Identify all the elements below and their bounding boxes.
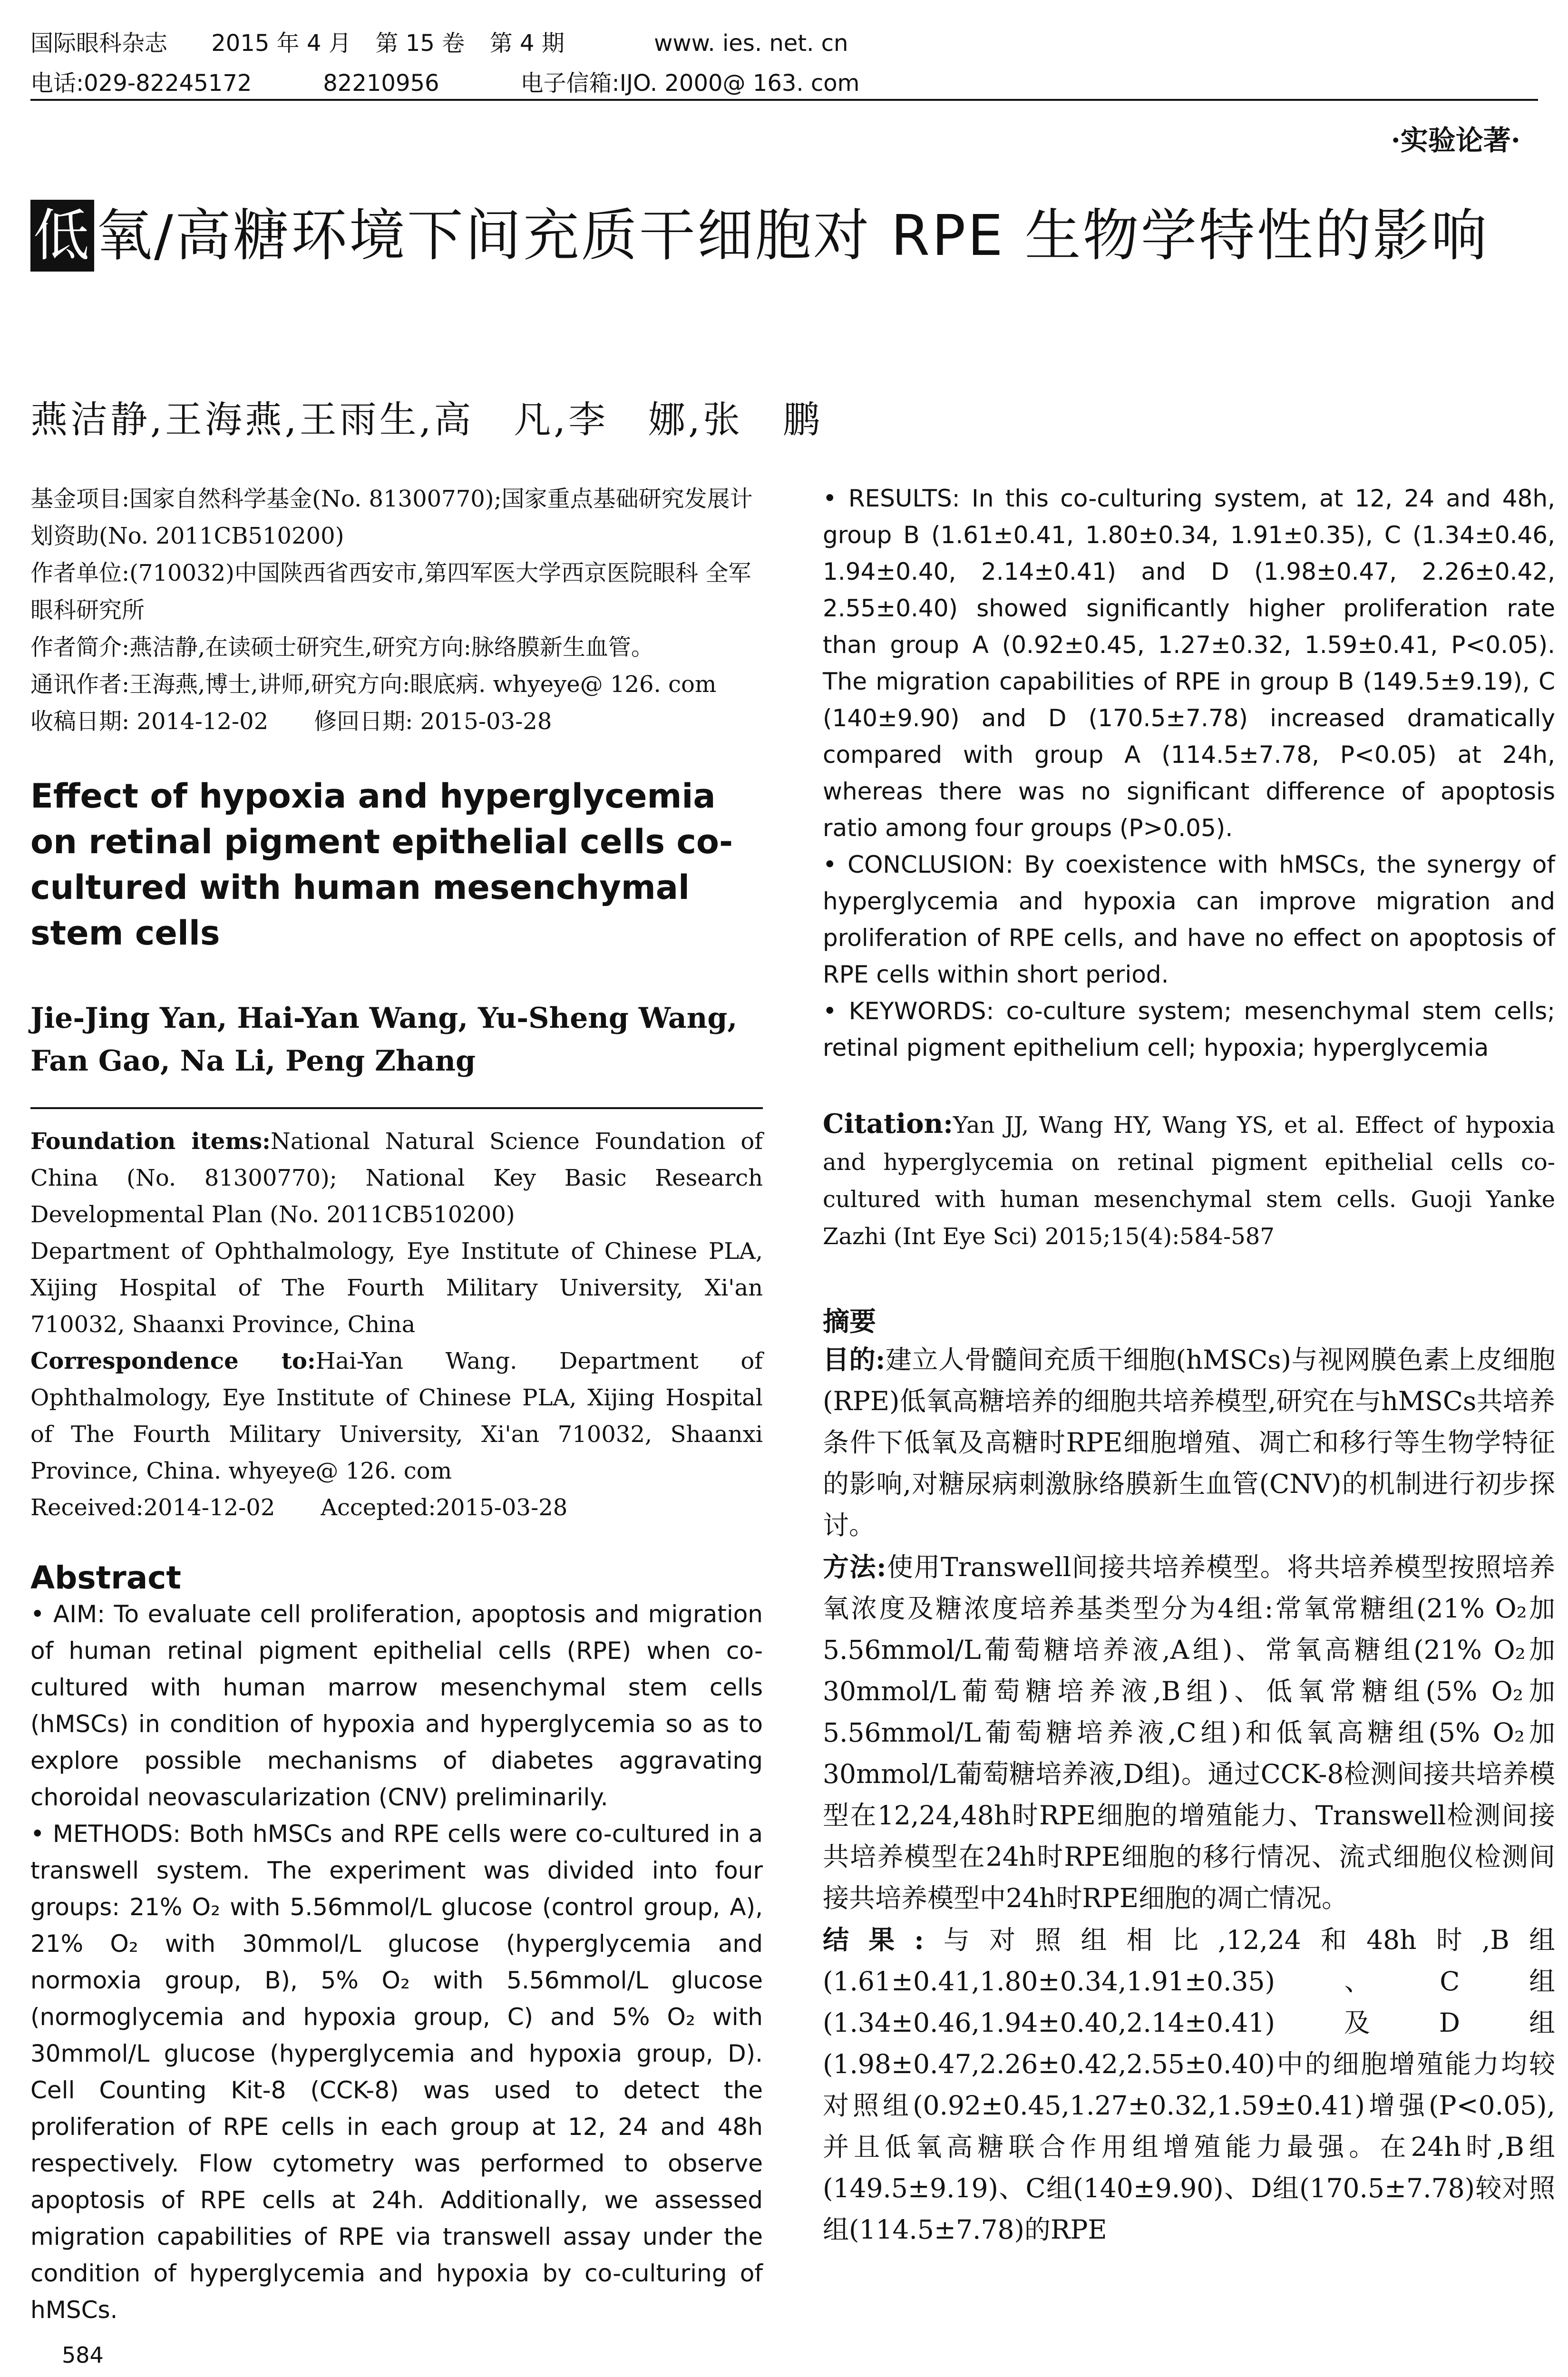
cn-correspondence: 通讯作者:王海燕,博士,讲师,研究方向:眼底病. whyeye@ 126. com — [30, 671, 717, 698]
citation-text: Yan JJ, Wang HY, Wang YS, et al. Effect of hypoxia and hyperglycemia on retinal pigment epithelial cells co-cultured with human mesenchymal stem cells. Guoji Yanke Zazhi (Int Eye Sci) 2015;15(4):584-587 — [823, 1112, 1555, 1250]
cn-abstract-heading: 摘要 — [823, 1306, 876, 1337]
en-department: Department of Ophthalmology, Eye Institute of Chinese PLA, Xijing Hospital of The Fourth Military University, Xi'an 710032, Shaanxi Province, China — [30, 1238, 763, 1338]
header-rule — [30, 99, 1538, 101]
citation — [823, 1105, 1555, 1255]
right-column — [823, 480, 1555, 2250]
cn-abstract-methods — [823, 1546, 1555, 1919]
cn-author-intro: 作者简介:燕洁静,在读硕士研究生,研究方向:脉络膜新生血管。 — [30, 634, 654, 661]
journal-phone-2: 82210956 — [323, 70, 439, 97]
cn-dates: 收稿日期: 2014-12-02 修回日期: 2015-03-28 — [30, 708, 552, 735]
left-column — [30, 480, 763, 2328]
cn-abstract-results — [823, 1919, 1555, 2250]
cn-foundation: 基金项目:国家自然科学基金(No. 81300770);国家重点基础研究发展计划资助(No. 2011CB510200) — [30, 486, 753, 549]
abstract-left — [30, 1596, 763, 2328]
cn-methods-label: 方法: — [823, 1551, 886, 1582]
abstract-heading: Abstract — [30, 1559, 181, 1596]
journal-email[interactable]: 电子信箱:IJO. 2000@ 163. com — [520, 70, 860, 97]
foundation-text: National Natural Science Foundation of China (No. 81300770); National Key Basic Research Developmental Plan (No. 2011CB510200) — [30, 1128, 763, 1228]
issue: 第 4 期 — [489, 30, 565, 57]
authors-rule — [30, 1107, 763, 1109]
authors-en: Jie-Jing Yan, Hai-Yan Wang, Yu-Sheng Wang, Fan Gao, Na Li, Peng Zhang — [30, 1002, 738, 1078]
title-first-character: 低 — [30, 200, 94, 272]
en-correspondence — [30, 1343, 763, 1490]
en-dates: Received:2014-12-02 Accepted:2015-03-28 — [30, 1494, 568, 1521]
cn-abstract-aim — [823, 1339, 1555, 1546]
correspondence-label: Correspondence to: — [30, 1348, 316, 1374]
article-title-cn — [30, 200, 1538, 272]
journal-website[interactable]: www. ies. net. cn — [654, 30, 848, 57]
running-header-line-2 — [30, 65, 859, 97]
abstract-methods: • METHODS: Both hMSCs and RPE cells were co-cultured in a transwell system. The experiment was divided into four groups: 21% O₂ with 5.56mmol/L glucose (control group, A), 21% O₂ with 30mmol/L glucose (hyperglycemia and normoxia group, B), 5% O₂ with 5.56mmol/L glucose (normoglycemia and hypoxia group, C) and 5% O₂ with 30mmol/L glucose (hyperglycemia and hypoxia group, D). Cell Counting Kit-8 (CCK-8) was used to detect the proliferation of RPE cells in each group at 12, 24 and 48h respectively. Flow cytometry was performed to observe apoptosis of RPE cells at 24h. Additionally, we assessed migration capabilities of RPE via transwell assay under the condition of hyperglycemia and hypoxia by co-culturing of hMSCs. — [30, 1820, 763, 2324]
authors-cn: 燕洁静,王海燕,王雨生,高 凡,李 娜,张 鹏 — [30, 399, 823, 441]
citation-label: Citation: — [823, 1108, 953, 1140]
abstract-conclusion: • CONCLUSION: By coexistence with hMSCs, the synergy of hyperglycemia and hypoxia can improve migration and proliferation of RPE cells, and have no effect on apoptosis of RPE cells within short period. — [823, 851, 1555, 988]
foundation-label: Foundation items: — [30, 1128, 271, 1155]
cn-affiliation: 作者单位:(710032)中国陕西省西安市,第四军医大学西京医院眼科 全军眼科研究所 — [30, 560, 751, 623]
page-number: 584 — [62, 2342, 104, 2368]
journal-phone: 电话:029-82245172 — [30, 70, 252, 97]
running-header-line-1 — [30, 25, 848, 58]
cn-aim-label: 目的: — [823, 1344, 886, 1375]
en-foundation — [30, 1123, 763, 1233]
issue-date: 2015 年 4 月 — [211, 30, 351, 57]
cn-aim-text: 建立人骨髓间充质干细胞(hMSCs)与视网膜色素上皮细胞(RPE)低氧高糖培养的细胞共培养模型,研究在与hMSCs共培养条件下低氧及高糖时RPE细胞增殖、凋亡和移行等生物学特征的影响,对糖尿病刺激脉络膜新生血管(CNV)的机制进行初步探讨。 — [823, 1344, 1555, 1540]
cn-results-label: 结果: — [823, 1924, 924, 1955]
cn-results-text: 与对照组相比,12,24和48h时,B组(1.61±0.41,1.80±0.34,1.91±0.35)、C组(1.34±0.46,1.94±0.40,2.14±0.41)及D组(1.98±0.47,2.26±0.42,2.55±0.40)中的细胞增殖能力均较对照组(0.92±0.45,1.27±0.32,1.59±0.41)增强(P<0.05),并且低氧高糖联合作用组增殖能力最强。在24h时,B组(149.5±9.19)、C组(140±9.90)、D组(170.5±7.78)较对照组(114.5±7.78)的RPE — [823, 1925, 1555, 2245]
correspondence-text: Hai-Yan Wang. Department of Ophthalmology, Eye Institute of Chinese PLA, Xijing Hospital of The Fourth Military University, Xi'an 710032, Shaanxi Province, China. whyeye@ 126. com — [30, 1348, 763, 1484]
journal-name: 国际眼科杂志 — [30, 30, 168, 57]
abstract-aim: • AIM: To evaluate cell proliferation, apoptosis and migration of human retinal pigment epithelial cells (RPE) when co-cultured with human marrow mesenchymal stem cells (hMSCs) in condition of hypoxia and hyperglycemia so as to explore possible mechanisms of diabetes aggravating choroidal neovascularization (CNV) preliminarily. — [30, 1600, 763, 1811]
volume: 第 15 卷 — [375, 30, 465, 57]
abstract-results: • RESULTS: In this co-culturing system, at 12, 24 and 48h, group B (1.61±0.41, 1.80±0.34, 1.91±0.35), C (1.34±0.46, 1.94±0.40, 2.14±0.41) and D (1.98±0.47, 2.26±0.42, 2.55±0.40) showed significantly higher proliferation rate than group A (0.92±0.45, 1.27±0.32, 1.59±0.41, P<0.05). The migration capabilities of RPE in group B (149.5±9.19), C (140±9.90) and D (170.5±7.78) increased dramatically compared with group A (114.5±7.78, P<0.05) at 24h, whereas there was no significant difference of apoptosis ratio among four groups (P>0.05). — [823, 485, 1555, 842]
section-label: ·实验论著· — [1391, 124, 1520, 156]
cn-article-info — [30, 480, 763, 740]
article-title-en: Effect of hypoxia and hyperglycemia on retinal pigment epithelial cells co-cultured with human mesenchymal stem cells — [30, 777, 733, 953]
abstract-keywords: • KEYWORDS: co-culture system; mesenchymal stem cells; retinal pigment epithelium cell; hypoxia; hyperglycemia — [823, 997, 1555, 1062]
abstract-right — [823, 480, 1555, 1066]
cn-abstract — [823, 1339, 1555, 2250]
en-article-info — [30, 1123, 763, 1526]
title-text: 氧/高糖环境下间充质干细胞对 RPE 生物学特性的影响 — [96, 203, 1489, 268]
cn-methods-text: 使用Transwell间接共培养模型。将共培养模型按照培养氧浓度及糖浓度培养基类型分为4组:常氧常糖组(21% O₂加5.56mmol/L葡萄糖培养液,A组)、常氧高糖组(21% O₂加30mmol/L葡萄糖培养液,B组)、低氧常糖组(5% O₂加5.56mmol/L葡萄糖培养液,C组)和低氧高糖组(5% O₂加30mmol/L葡萄糖培养液,D组)。通过CCK-8检测间接共培养模型在12,24,48h时RPE细胞的增殖能力、Transwell检测间接共培养模型在24h时RPE细胞的移行情况、流式细胞仪检测间接共培养模型中24h时RPE细胞的凋亡情况。 — [823, 1552, 1555, 1913]
